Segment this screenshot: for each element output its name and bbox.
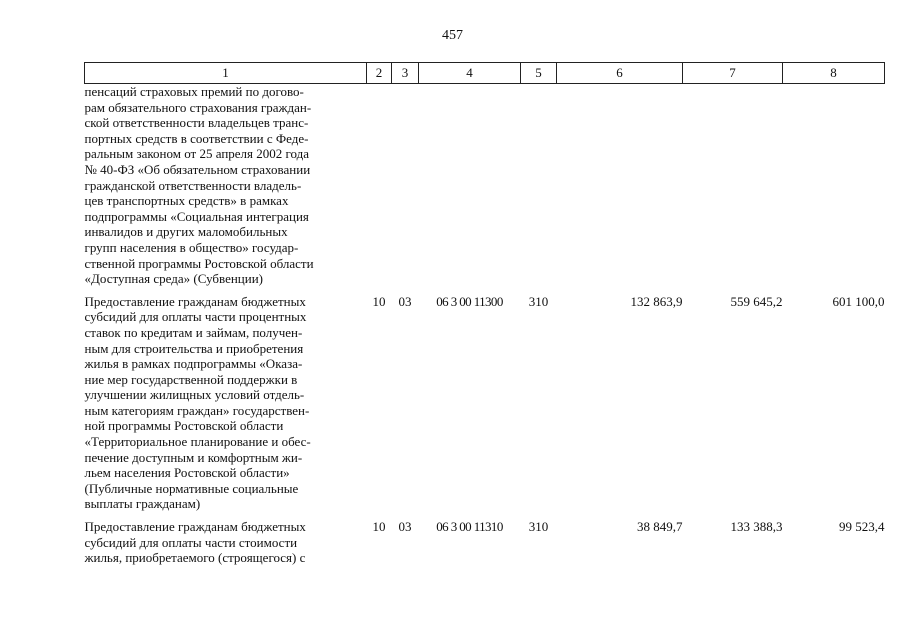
row-cell-c6 [557, 84, 683, 294]
column-header: 8 [783, 63, 885, 84]
row-name-line: жилья в рамках подпрограммы «Оказа- [84, 356, 303, 372]
row-name-line: ным категориям граждан» государствен- [84, 402, 310, 418]
row-name-line: выплаты гражданам) [84, 496, 201, 512]
row-name-line: ской ответственности владельцев транс- [84, 115, 309, 131]
row-cell-c2: 10 [372, 293, 386, 309]
row-name-line: ставок по кредитам и займам, получен- [84, 324, 303, 340]
column-header: 1 [85, 63, 367, 84]
table-row [85, 519, 885, 573]
row-name-line: печение доступным и комфортным жи- [84, 449, 303, 465]
row-cell-c5 [521, 84, 557, 294]
row-name-line: Предоставление гражданам бюджетных [84, 519, 306, 535]
row-name-line: Предоставление гражданам бюджетных [84, 293, 306, 309]
row-name-line: «Территориальное планирование и обес- [84, 434, 311, 450]
row-name-line: «Доступная среда» (Субвенции) [84, 271, 263, 287]
row-cell-c7 [683, 84, 783, 294]
column-header: 7 [683, 63, 783, 84]
row-name-cell [85, 84, 367, 294]
row-cell-c6: 38 849,7 [637, 519, 683, 535]
row-name-line: групп населения в общество» государ- [84, 239, 299, 255]
row-name-line: цев транспортных средств» в рамках [84, 193, 289, 209]
row-cell-c2: 10 [372, 519, 386, 535]
page-number: 457 [442, 28, 463, 43]
column-header: 4 [419, 63, 521, 84]
row-name-line: ственной программы Ростовской области [84, 255, 314, 271]
table-row [85, 84, 885, 294]
row-name-line: инвалидов и других маломобильных [84, 224, 288, 240]
row-name-line: улучшении жилищных условий отдель- [84, 387, 305, 403]
column-header: 5 [521, 63, 557, 84]
row-name-line: № 40-ФЗ «Об обязательном страховании [84, 161, 311, 177]
row-name-line: ральным законом от 25 апреля 2002 года [84, 146, 310, 162]
row-cell-c4: 06 3 00 11300 [436, 293, 503, 309]
row-cell-c3: 03 [398, 519, 412, 535]
row-name-line: ной программы Ростовской области [84, 418, 284, 434]
row-cell-c2 [367, 84, 392, 294]
row-name-line: субсидий для оплаты части процентных [84, 309, 307, 325]
row-cell-c5: 310 [528, 293, 549, 309]
row-cell-c8 [783, 84, 885, 294]
row-cell-c4 [419, 84, 521, 294]
row-cell-c3 [392, 84, 419, 294]
row-name-line: гражданской ответственности владель- [84, 177, 302, 193]
budget-table [84, 62, 885, 573]
table-header-row [85, 63, 885, 84]
column-header: 3 [392, 63, 419, 84]
row-cell-c4: 06 3 00 11310 [436, 519, 503, 535]
row-name-line: субсидий для оплаты части стоимости [84, 534, 298, 550]
row-cell-c5: 310 [528, 519, 549, 535]
row-name-line: ным для строительства и приобретения [84, 340, 304, 356]
row-cell-c7: 133 388,3 [730, 519, 783, 535]
row-name-line: рам обязательного страхования граждан- [84, 99, 312, 115]
row-cell-c8: 601 100,0 [832, 293, 885, 309]
table-body [85, 84, 885, 573]
column-header: 6 [557, 63, 683, 84]
row-name-cell [85, 519, 367, 573]
row-cell-c6: 132 863,9 [630, 293, 683, 309]
row-name-line: льем населения Ростовской области» [84, 465, 290, 481]
row-name-line: жилья, приобретаемого (строящегося) с [84, 550, 306, 566]
row-cell-c7: 559 645,2 [730, 293, 783, 309]
table-row [85, 294, 885, 519]
row-name-line: подпрограммы «Социальная интеграция [84, 208, 309, 224]
row-name-line: (Публичные нормативные социальные [84, 480, 299, 496]
column-header: 2 [367, 63, 392, 84]
row-name-cell [85, 294, 367, 519]
row-cell-c8: 99 523,4 [839, 519, 885, 535]
row-name-line: ние мер государственной поддержки в [84, 371, 298, 387]
row-cell-c3: 03 [398, 293, 412, 309]
row-name-line: пенсаций страховых премий по догово- [84, 84, 304, 99]
row-name-line: портных средств в соответствии с Феде- [84, 130, 309, 146]
